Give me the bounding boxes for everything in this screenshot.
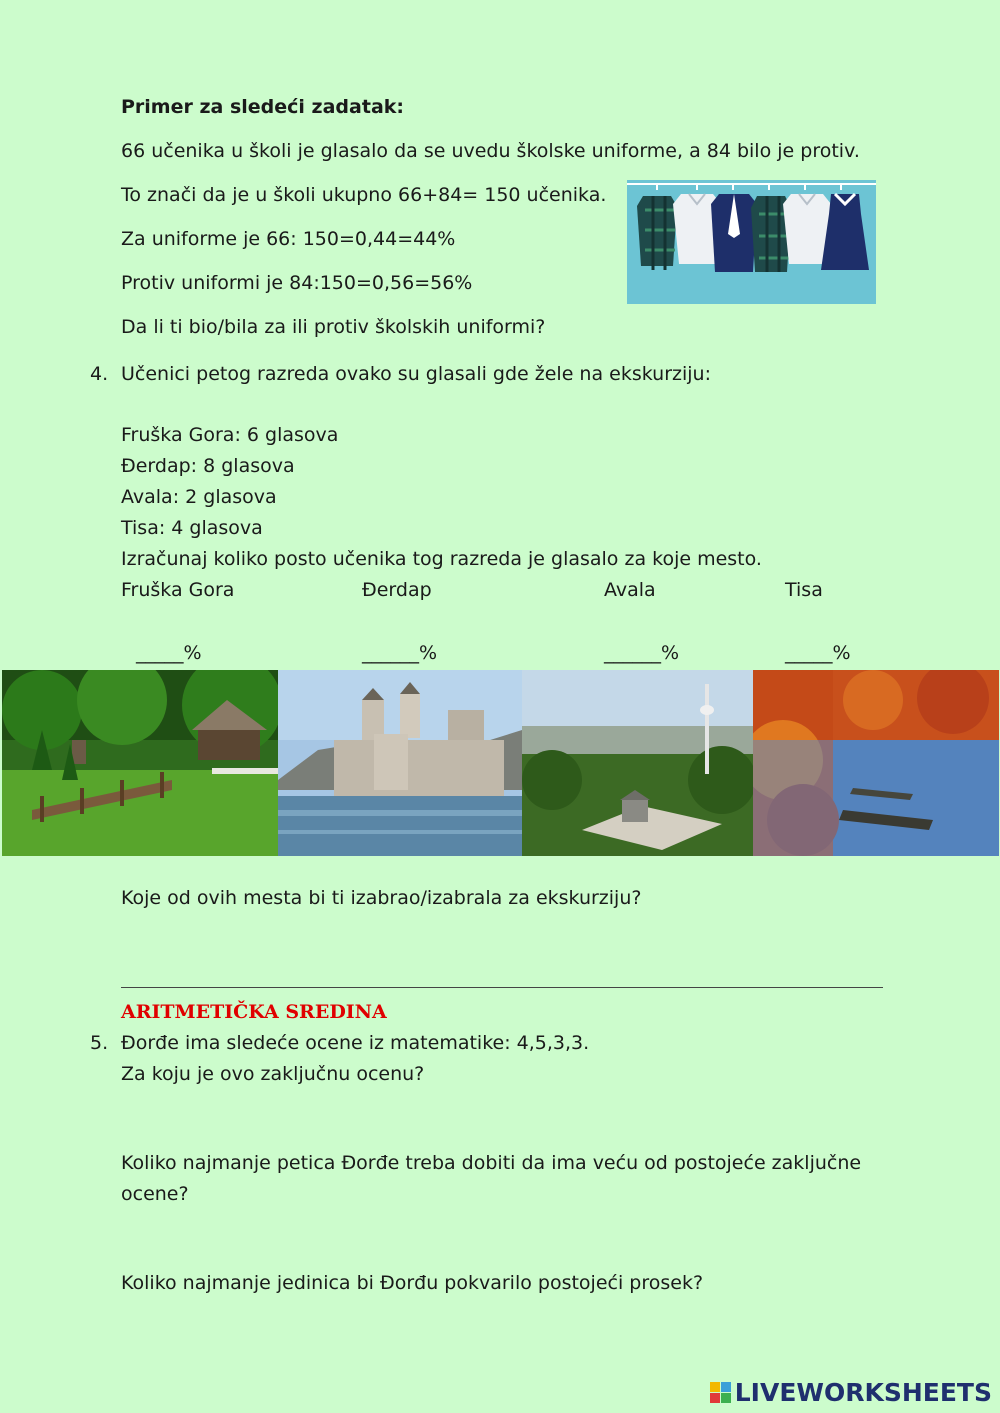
percent-blank-fruska-gora[interactable]: _____% bbox=[136, 642, 202, 664]
tisa-photo bbox=[753, 670, 999, 856]
place-label-fruska-gora: Fruška Gora bbox=[121, 579, 235, 601]
avala-photo bbox=[522, 670, 753, 856]
percent-blank-tisa[interactable]: _____% bbox=[785, 642, 851, 664]
vote-djerdap: Đerdap: 8 glasova bbox=[121, 455, 295, 477]
section-title: ARITMETIČKA SREDINA bbox=[121, 1001, 387, 1023]
example-line-2: To znači da je u školi ukupno 66+84= 150 učenika. bbox=[121, 184, 607, 206]
vote-fruska-gora: Fruška Gora: 6 glasova bbox=[121, 424, 339, 446]
task-5-line-2: Za koju je ovo zaključnu ocenu? bbox=[121, 1063, 425, 1085]
vote-tisa: Tisa: 4 glasova bbox=[121, 517, 263, 539]
uniforms-image bbox=[627, 180, 876, 304]
example-heading: Primer za sledeći zadatak: bbox=[121, 96, 404, 118]
task-4-number: 4. bbox=[90, 363, 109, 385]
task-5-question-1-line-1: Koliko najmanje petica Đorđe treba dobiti da ima veću od postojeće zaključne bbox=[121, 1152, 862, 1174]
answer-line[interactable] bbox=[121, 987, 883, 988]
djerdap-photo bbox=[278, 670, 522, 856]
task-5-number: 5. bbox=[90, 1032, 109, 1054]
example-line-5: Da li ti bio/bila za ili protiv školskih uniformi? bbox=[121, 316, 546, 338]
task-5-line-1: Đorđe ima sledeće ocene iz matematike: 4,5,3,3. bbox=[121, 1032, 590, 1054]
task-4-instruction: Izračunaj koliko posto učenika tog razreda je glasalo za koje mesto. bbox=[121, 548, 762, 570]
example-line-3: Za uniforme je 66: 150=0,44=44% bbox=[121, 228, 456, 250]
example-line-4: Protiv uniformi je 84:150=0,56=56% bbox=[121, 272, 473, 294]
liveworksheets-logo bbox=[710, 1378, 992, 1407]
vote-avala: Avala: 2 glasova bbox=[121, 486, 277, 508]
example-line-1: 66 učenika u školi je glasalo da se uvedu školske uniforme, a 84 bilo je protiv. bbox=[121, 140, 860, 162]
place-label-tisa: Tisa bbox=[785, 579, 823, 601]
fruska-gora-photo bbox=[2, 670, 278, 856]
task-4-question: Koje od ovih mesta bi ti izabrao/izabrala za ekskurziju? bbox=[121, 887, 642, 909]
place-label-djerdap: Đerdap bbox=[362, 579, 432, 601]
percent-blank-djerdap[interactable]: ______% bbox=[362, 642, 438, 664]
percent-blank-avala[interactable]: ______% bbox=[604, 642, 680, 664]
liveworksheets-wordmark: LIVEWORKSHEETS bbox=[734, 1378, 992, 1407]
task-4-prompt: Učenici petog razreda ovako su glasali gde žele na ekskurziju: bbox=[121, 363, 711, 385]
task-5-question-1-line-2: ocene? bbox=[121, 1183, 189, 1205]
liveworksheets-icon bbox=[710, 1382, 731, 1403]
task-5-question-2: Koliko najmanje jedinica bi Đorđu pokvarilo postojeći prosek? bbox=[121, 1272, 704, 1294]
place-label-avala: Avala bbox=[604, 579, 656, 601]
